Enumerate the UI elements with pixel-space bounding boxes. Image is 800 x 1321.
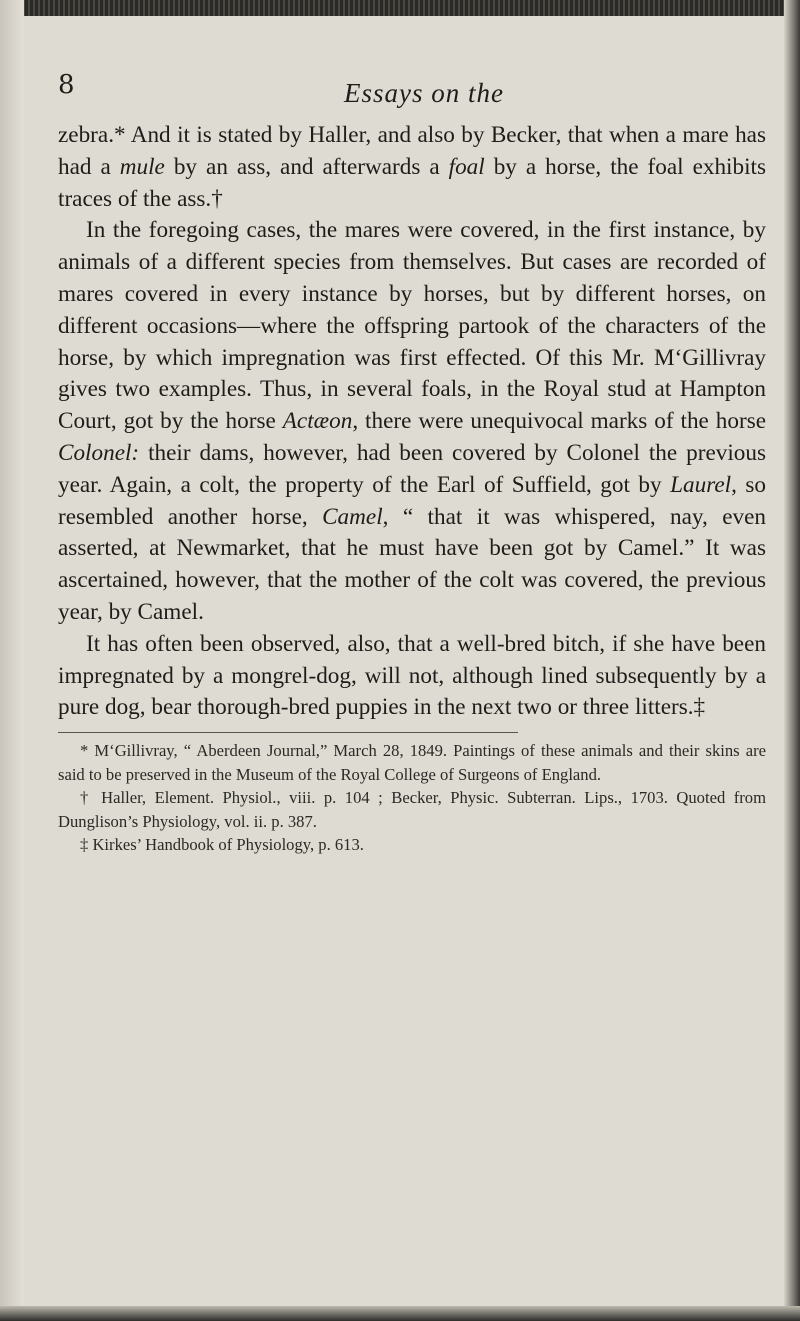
footnote-2: † Haller, Element. Physiol., viii. p. 104 ; Becker, Physic. Subterran. Lips., 1703. Quoted from Dunglison’s Physiology, vol. ii. p. 387. [58, 788, 766, 831]
p1-italic-foal: foal [448, 153, 485, 180]
p1-italic-mule: mule [119, 153, 165, 180]
p2-italic-actaeon: Actæon [282, 408, 353, 435]
footnotes [58, 739, 766, 857]
paragraph-2 [58, 215, 766, 628]
p2-text-i: , “ that it was whispered, nay, even asserted, at Newmarket, that he must have been got by Camel.” It was ascertained, however, that the mother of the colt was covered, the previous year, by Camel. [58, 503, 766, 625]
p2-text-c: , there were unequivocal marks of the horse [352, 408, 767, 435]
p2-text-e: their dams, however, had been covered by Colonel the previous year. Again, a colt, the property of the Earl of Suffield, got by [58, 439, 766, 498]
footnote-rule [58, 732, 518, 733]
p2-text-a: In the foregoing cases, the mares were covered, in the first instance, by animals of a different species from themselves. But cases are recorded of mares covered in every instance by horses, but by different horses, on different occasions—where the offspring partook of the characters of the horse, by which impregnation was first effected. Of this Mr. M‘Gillivray gives two examples. Thus, in several foals, in the Royal stud at Hampton Court, got by the horse [58, 217, 766, 435]
footnote-3: ‡ Kirkes’ Handbook of Physiology, p. 613. [80, 835, 364, 855]
p1-text-e: by a horse, the foal exhibits traces of the ass.† [58, 153, 766, 212]
body-text [58, 120, 766, 724]
page-number: 8 [58, 70, 75, 100]
p2-italic-camel: Camel [322, 503, 383, 530]
page-right-edge [784, 0, 800, 1321]
scan-top-edge [0, 0, 800, 16]
paragraph-1 [58, 120, 766, 215]
p1-text-c: by an ass, and afterwards a [164, 153, 449, 180]
p1-text-a: zebra.* And it is stated by Haller, and also by Becker, that when a mare has had a [58, 122, 766, 180]
p2-text-g: , so resembled another horse, [58, 471, 766, 530]
book-spine-edge [0, 0, 24, 1321]
p2-italic-laurel: Laurel [670, 471, 732, 498]
scan-bottom-edge [0, 1306, 800, 1321]
book-page [58, 62, 766, 857]
footnote-1: * M‘Gillivray, “ Aberdeen Journal,” March 28, 1849. Paintings of these animals and their skins are said to be preserved in the Museum of the Royal College of Surgeons of England. [58, 741, 766, 784]
page-header [58, 62, 766, 112]
running-head: Essays on the [344, 78, 504, 108]
p2-italic-colonel: Colonel: [58, 439, 140, 466]
paragraph-3: It has often been observed, also, that a well-bred bitch, if she have been impregnated by a mongrel-dog, will not, although lined subsequently by a pure dog, bear thorough-bred puppies in the next two or three litters.‡ [58, 630, 766, 721]
